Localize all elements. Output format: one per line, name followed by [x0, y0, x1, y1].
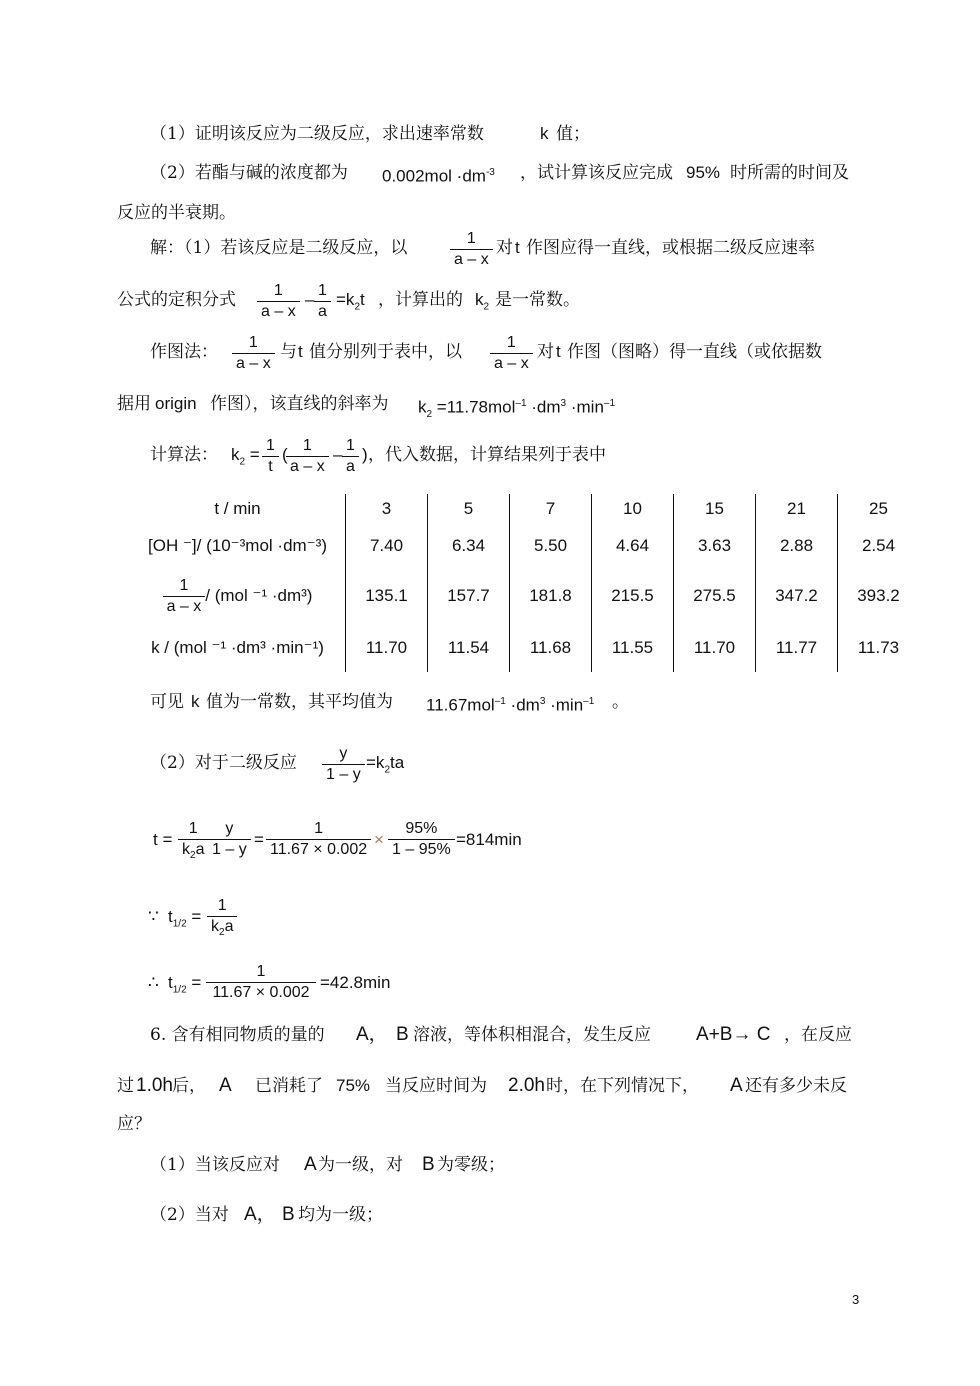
time-calculation: t = $\frac{1}{k_2a}$ $\frac{y}{1 - y}$ = $\frac{1}{11.67 \times 0.002}$ × $\frac{95\%}{1 - 95\%}$ =814min	[0, 829, 980, 869]
fraction-inv: $\frac{1}{a - x}$	[450, 229, 493, 270]
table-header-row: t / min 3 5 7 10 15 21 25	[130, 494, 919, 524]
part-2-equation: （2）对于二级反应 $\frac{y}{1 - y}$ $=k_2ta$	[150, 745, 405, 783]
table-row: k / (mol ⁻¹ ·dm³ ·min⁻¹) 11.70 11.54 11.68 11.55 11.70 11.77 11.73	[130, 624, 919, 672]
half-life-result: ∴ $t_{1/2}$ = $\frac{1}{11.67 \times 0.002}$ =42.8min	[148, 963, 391, 1001]
integral-formula: 公式的定积分式 $\frac{1}{a - x}$ – $\frac{1}{a}$ $=k_2t$ ，计算出的 $k_2$ 是一常数。	[117, 282, 580, 320]
solution-intro: 解：（1）若该反应是二级反应，以 $\frac{1}{a - x}$ 对 t 作图应得一直线，或根据二级反应速率	[150, 230, 815, 268]
graph-method: 作图法： $\frac{1}{a - x}$ 与 t 值分别列于表中，以 $\frac{1}{a - x}$ 对 t 作图（图略）得一直线（或依据数	[150, 334, 822, 372]
table-row: [OH ⁻]/ (10⁻³mol ·dm⁻³) 7.40 6.34 5.50 4.64 3.63 2.88 2.54	[130, 524, 919, 568]
half-life-formula: ∵ $t_{1/2}$ = $\frac{1}{k_2a}$	[0, 906, 980, 946]
calc-method: 计算法： $k_2$ = $\frac{1}{t}$ ( $\frac{1}{a - x}$ – $\frac{1}{a}$ ) ，代入数据，计算结果列于表中	[150, 437, 606, 475]
page-number: 3	[852, 1292, 860, 1307]
table-row: $\frac{1}{a - x}$ / (mol ⁻¹ ·dm³) 135.1 157.7 181.8 215.5 275.5 347.2 393.2	[130, 568, 919, 624]
data-table	[130, 494, 919, 672]
